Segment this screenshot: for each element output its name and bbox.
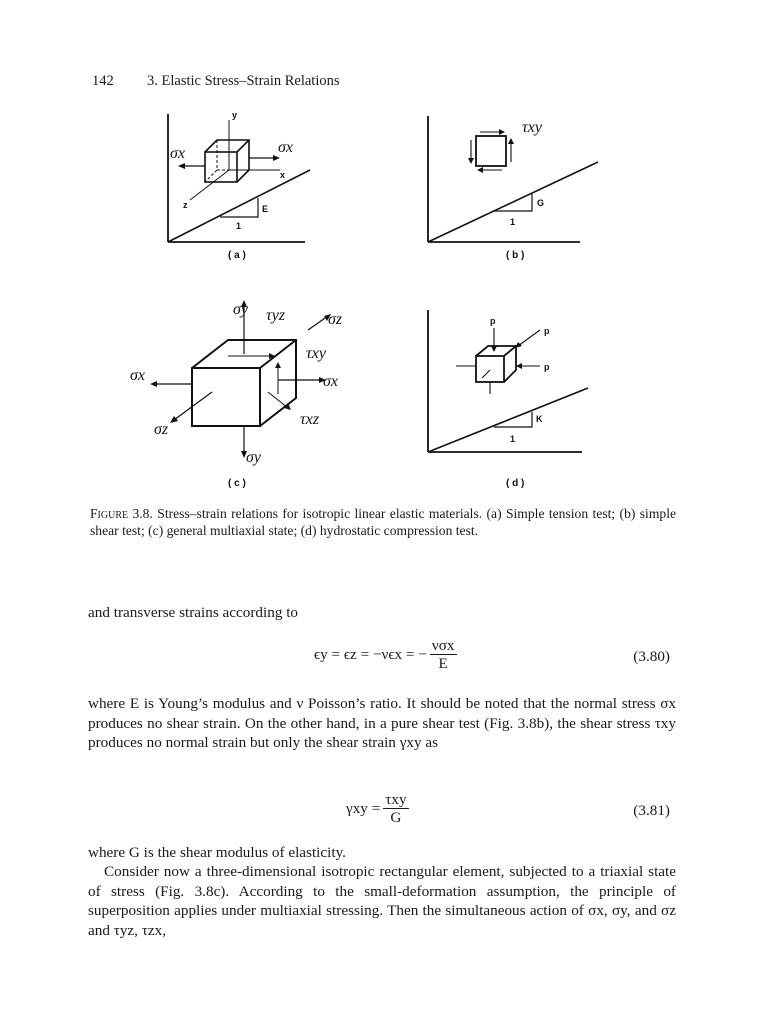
panel-a-z-label: z [183, 200, 188, 210]
panel-c-sigma-y-bottom: σy [246, 449, 261, 466]
panel-b-shear-element [476, 136, 506, 166]
panel-c-tau-xy-arrowhead [275, 362, 281, 368]
panel-a-sigma-x-left: σx [170, 145, 185, 162]
figure-caption-text: Stress–strain relations for isotropic linear elastic materials. (a) Simple tension test; (b) simple shear test; (c) general multiaxial state; (d) hydrostatic compression test. [90, 506, 677, 538]
equation-3-81-expression [346, 791, 412, 826]
panel-b-stress-strain-line [428, 162, 598, 242]
panel-a-y-label: y [232, 110, 238, 120]
chapter-title: 3. Elastic Stress–Strain Relations [147, 73, 340, 89]
panel-a-z-axis [190, 170, 229, 200]
panel-c-tau-xz: τxz [300, 411, 320, 428]
panel-c-sigma-x-left: σx [130, 367, 145, 384]
panel-c-sigma-z-front-arrowhead [170, 416, 178, 423]
figure-panel-c [128, 296, 368, 492]
equation-3-81-lhs: γxy = [346, 799, 381, 817]
panel-a-left-arrowhead [178, 163, 185, 169]
figure-panel-a [150, 100, 330, 262]
panel-d-slope-run-label: 1 [510, 434, 516, 444]
equation-3-81-numerator: τxy [385, 791, 407, 808]
panel-b-bottom-arrowhead [477, 167, 483, 173]
equation-3-81 [88, 791, 676, 831]
equation-3-80-numerator: νσx [431, 637, 455, 654]
panel-b-top-arrowhead [499, 129, 505, 135]
panel-c-tau-xy: τxy [306, 345, 326, 362]
equation-3-81-fraction [383, 791, 408, 826]
panel-a-sigma-x-right: σx [278, 139, 293, 156]
figure-caption-label: Figure 3.8. [90, 506, 153, 521]
equation-3-80-lhs: ϵy = ϵz = −νϵx = − [314, 645, 427, 663]
panel-b-label: ( b ) [506, 250, 525, 261]
panel-c-tau-xz-arrow [268, 392, 288, 408]
panel-c-sigma-z-back-arrow [308, 316, 328, 330]
equation-3-81-denominator: G [390, 809, 402, 826]
panel-d-p-right: p [544, 362, 550, 372]
panel-d-p-back: p [544, 326, 550, 336]
panel-a-slope-triangle [220, 198, 258, 217]
equation-3-80-number: (3.80) [633, 648, 670, 665]
equation-3-80-denominator: E [438, 655, 448, 672]
panel-c-sigma-z-back: σz [328, 311, 343, 328]
panel-d-back-arrowhead [515, 342, 522, 348]
panel-d-back-pressure-arrow [518, 330, 540, 346]
panel-b-tau-xy: τxy [522, 119, 542, 136]
panel-a-modulus-label: E [262, 204, 269, 214]
paragraph-youngs-modulus: where E is Young’s modulus and ν Poisson’s ratio. It should be noted that the normal stress σx produces no shear strain. On the other hand, in a pure shear test (Fig. 3.8b), the shear stress τxy produces no normal strain but only the shear strain γxy as [88, 695, 676, 751]
panel-b-modulus-label: G [537, 198, 545, 208]
paragraph-transverse-strains: and transverse strains according to [88, 604, 299, 621]
figure-panel-d [410, 308, 610, 492]
panel-a-label: ( a ) [228, 250, 246, 261]
panel-c-sigma-x-left-arrowhead [150, 381, 157, 387]
paragraph-triaxial-stress: Consider now a three-dimensional isotropic rectangular element, subjected to a triaxial state of stress (Fig. 3.8c). According to the small-deformation assumption, the principle of superposition applies under multiaxial stressing. Then the simultaneous action of σx, σy, and σz and τyz, τzx, [88, 863, 676, 939]
running-head [92, 73, 340, 90]
paragraph-shear-modulus: where G is the shear modulus of elasticity. [88, 844, 346, 861]
equation-3-81-number: (3.81) [633, 802, 670, 819]
panel-a-slope-run-label: 1 [236, 221, 242, 231]
panel-c-sigma-y-top: σy [233, 301, 248, 318]
figure-caption [90, 505, 676, 539]
equation-3-80-fraction [430, 637, 457, 672]
panel-b-left-arrowhead [468, 158, 474, 164]
panel-d-label: ( d ) [506, 478, 525, 489]
panel-d-stress-cube [476, 346, 516, 382]
panel-c-tau-yz: τyz [266, 307, 286, 324]
panel-d-modulus-label: K [536, 414, 543, 424]
panel-d-right-arrowhead [516, 363, 522, 369]
panel-d-front-pressure-arrow [482, 370, 490, 378]
panel-a-stress-cube [205, 140, 249, 182]
panel-c-sigma-x-right: σx [323, 373, 338, 390]
panel-b-slope-run-label: 1 [510, 217, 516, 227]
page-number: 142 [92, 73, 114, 89]
equation-3-80-expression [314, 637, 460, 672]
panel-c-sigma-z-front: σz [154, 421, 169, 438]
equation-3-80 [88, 637, 676, 677]
panel-d-top-arrowhead [491, 346, 497, 352]
panel-c-label: ( c ) [228, 478, 246, 489]
panel-d-p-top: p [490, 316, 496, 326]
panel-d-slope-triangle [494, 412, 532, 427]
panel-d-stress-strain-line [428, 388, 588, 452]
figure-panel-b [410, 108, 610, 262]
panel-a-x-label: x [280, 170, 286, 180]
panel-b-right-arrowhead [508, 138, 514, 144]
